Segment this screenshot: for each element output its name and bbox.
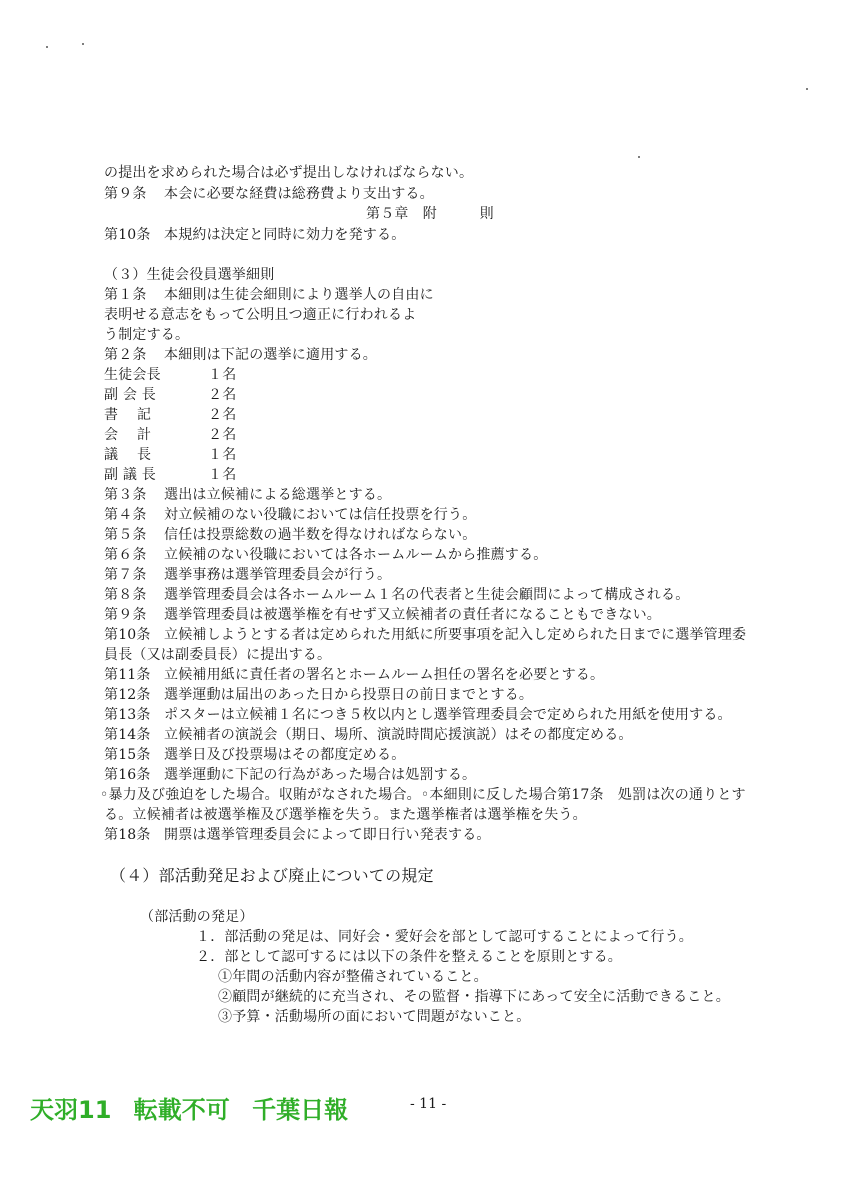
role-name: 生徒会長 — [104, 367, 161, 383]
article-text: 立候補しようとする者は定められた用紙に所要事項を記入し定められた日までに選挙管理委 — [164, 627, 747, 643]
article-line — [104, 286, 434, 304]
continued-text: の提出を求められた場合は必ず提出しなければならない。 — [104, 165, 474, 181]
article-text: 選挙管理委員は被選挙権を有せず又立候補者の責任者になることもできない。 — [164, 607, 661, 623]
article-label: 第11条 — [104, 667, 151, 683]
role-count: １名 — [208, 447, 237, 463]
article-continuation: 員長（又は副委員長）に提出する。 — [104, 647, 332, 663]
section-heading: （４）部活動発足および廃止についての規定 — [110, 866, 434, 885]
page-number: - 11 - — [410, 1096, 447, 1112]
role-count: ２名 — [208, 387, 237, 403]
article-continuation: う制定する。 — [104, 327, 190, 343]
article-label: 第６条 — [104, 547, 147, 563]
section-heading: （３）生徒会役員選挙細則 — [104, 267, 275, 283]
article-text: 立候補のない役職においては各ホームルームから推薦する。 — [164, 547, 548, 563]
article-label: 第９条 — [104, 607, 147, 623]
list-item: １．部活動の発足は、同好会・愛好会を部として認可することによって行う。 — [196, 929, 693, 945]
list-item: ２．部として認可するには以下の条件を整えることを原則とする。 — [196, 949, 622, 965]
role-row — [104, 386, 236, 404]
article-continuation: 表明せる意志をもって公明且つ適正に行われるよ — [104, 307, 417, 323]
article-line — [104, 486, 391, 504]
article-continuation: ◦暴力及び強迫をした場合。収賄がなされた場合。◦本細則に反した場合第17条 処罰は次の通りとす — [100, 787, 746, 803]
role-row — [104, 446, 236, 464]
article-text: 立候補用紙に責任者の署名とホームルーム担任の署名を必要とする。 — [164, 667, 605, 683]
condition-item: ①年間の活動内容が整備されていること。 — [218, 969, 488, 985]
role-name: 議 長 — [104, 447, 152, 463]
role-count: １名 — [208, 367, 237, 383]
article-text: 選出は立候補による総選挙とする。 — [164, 487, 392, 503]
article-label: 第15条 — [104, 747, 151, 763]
article-label: 第１条 — [104, 287, 147, 303]
article-line — [104, 586, 689, 604]
brand-publisher: 千葉日報 — [252, 1096, 349, 1124]
article-label: 第２条 — [104, 347, 147, 363]
sub-heading: （部活動の発足） — [140, 909, 254, 925]
scan-speck — [638, 156, 640, 158]
article-line — [104, 666, 604, 684]
article-line — [104, 706, 732, 724]
role-row — [104, 466, 236, 484]
article-text: 本会に必要な経費は総務費より支出する。 — [164, 186, 434, 202]
article-line — [104, 546, 547, 564]
article-label: 第14条 — [104, 727, 151, 743]
article-text: 本規約は決定と同時に効力を発する。 — [164, 227, 406, 243]
article-line — [104, 185, 434, 203]
role-row — [104, 426, 236, 444]
role-count: ２名 — [208, 407, 237, 423]
role-name: 書 記 — [104, 407, 152, 423]
article-text: 選挙事務は選挙管理委員会が行う。 — [164, 567, 392, 583]
article-text: 本細則は下記の選挙に適用する。 — [164, 347, 377, 363]
article-label: 第10条 — [104, 227, 151, 243]
article-text: 選挙運動は届出のあった日から投票日の前日までとする。 — [164, 687, 534, 703]
brand-school: 天羽11 — [30, 1096, 112, 1124]
condition-item: ②顧問が継続的に充当され、その監督・指導下にあって安全に活動できること。 — [218, 989, 730, 1005]
article-label: 第８条 — [104, 587, 147, 603]
article-label: 第３条 — [104, 487, 147, 503]
condition-item: ③予算・活動場所の面において問題がないこと。 — [218, 1009, 531, 1025]
role-count: ２名 — [208, 427, 237, 443]
brand-notice: 転載不可 — [133, 1096, 230, 1124]
article-continuation: る。立候補者は被選挙権及び選挙権を失う。また選挙権者は選挙権を失う。 — [104, 807, 587, 823]
article-label: 第９条 — [104, 186, 147, 202]
article-label: 第16条 — [104, 767, 151, 783]
role-name: 副 議 長 — [104, 467, 156, 483]
watermark-brand — [30, 1090, 362, 1125]
article-line — [104, 686, 533, 704]
article-label: 第７条 — [104, 567, 147, 583]
role-row — [104, 366, 236, 384]
article-label: 第12条 — [104, 687, 151, 703]
scan-speck — [82, 43, 84, 45]
scan-speck — [46, 46, 48, 48]
article-label: 第18条 — [104, 827, 151, 843]
article-label: 第10条 — [104, 627, 151, 643]
article-text: 選挙管理委員会は各ホームルーム１名の代表者と生徒会顧問によって構成される。 — [164, 587, 690, 603]
article-label: 第13条 — [104, 707, 151, 723]
article-line — [104, 746, 405, 764]
article-line — [104, 726, 633, 744]
article-line — [104, 566, 391, 584]
article-text: ポスターは立候補１名につき５枚以内とし選挙管理委員会で定められた用紙を使用する。 — [164, 707, 732, 723]
article-text: 選挙日及び投票場はその都度定める。 — [164, 747, 406, 763]
scan-speck — [806, 88, 808, 90]
role-count: １名 — [208, 467, 237, 483]
role-name: 会 計 — [104, 427, 152, 443]
article-line — [104, 626, 746, 644]
article-line — [104, 826, 491, 844]
article-text: 開票は選挙管理委員会によって即日行い発表する。 — [164, 827, 491, 843]
article-text: 信任は投票総数の過半数を得なければならない。 — [164, 527, 477, 543]
article-text: 立候補者の演説会（期日、場所、演説時間応援演説）はその都度定める。 — [164, 727, 633, 743]
role-name: 副 会 長 — [104, 387, 156, 403]
chapter-heading: 第５章 附 則 — [366, 206, 494, 222]
article-text: 本細則は生徒会細則により選挙人の自由に — [164, 287, 434, 303]
role-row — [104, 406, 236, 424]
article-line — [104, 606, 661, 624]
article-text: 選挙運動に下記の行為があった場合は処罰する。 — [164, 767, 477, 783]
article-line — [104, 526, 476, 544]
article-line — [104, 766, 476, 784]
article-line — [104, 346, 377, 364]
article-text: 対立候補のない役職においては信任投票を行う。 — [164, 507, 477, 523]
article-line — [104, 226, 405, 244]
article-label: 第４条 — [104, 507, 147, 523]
article-line — [104, 506, 476, 524]
article-label: 第５条 — [104, 527, 147, 543]
